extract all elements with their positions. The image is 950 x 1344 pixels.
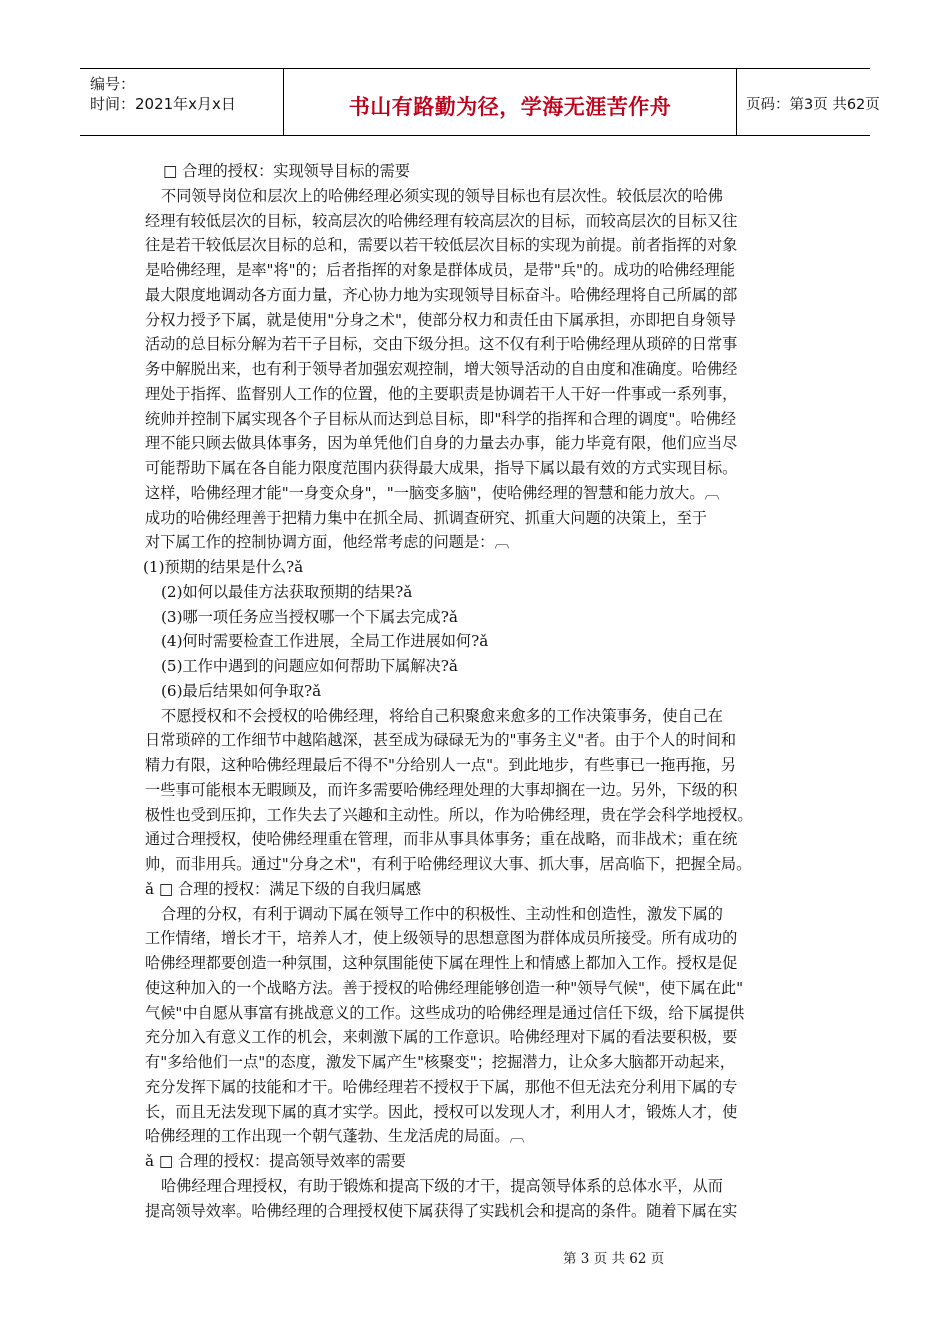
body-line: (1)预期的结果是什么?ǎ [143, 558, 304, 576]
body-line: 有"多给他们一点"的态度，激发下属产生"核聚变"；挖掘潜力，让众多大脑都开动起来， [145, 1053, 735, 1071]
body-line: 哈佛经理都要创造一种氛围，这种氛围能使下属在理性上和情感上都加入工作。授权是促 [145, 954, 738, 972]
body-line: 使这种加入的一个战略方法。善于授权的哈佛经理能够创造一种"领导气候"，使下属在此" [145, 978, 744, 997]
body-line: (3)哪一项任务应当授权哪一个下属去完成?ǎ [161, 607, 458, 626]
body-line: 帅，而非用兵。通过"分身之术"，有利于哈佛经理议大事、抓大事，居高临下，把握全局。 [145, 855, 752, 873]
body-line: 不同领导岗位和层次上的哈佛经理必须实现的领导目标也有层次性。较低层次的哈佛 [161, 186, 723, 205]
body-line: 统帅并控制下属实现各个子目标从而达到总目标，即"科学的指挥和合理的调度"。哈佛经 [145, 409, 737, 428]
body-line: 充分发挥下属的技能和才干。哈佛经理若不授权于下属，那他不但无法充分利用下属的专 [145, 1077, 738, 1096]
body-line: 可能帮助下属在各自能力限度范围内获得最大成果，指导下属以最有效的方式实现目标。 [145, 459, 738, 477]
body-line: 分权力授予下属，就是使用"分身之术"，使部分权力和责任由下属承担，亦即把自身领导 [145, 310, 737, 329]
body-line: (5)工作中遇到的问题应如何帮助下属解决?ǎ [161, 657, 458, 675]
body-line: 充分加入有意义工作的机会，来刺激下属的工作意识。哈佛经理对下属的看法要积极，要 [145, 1028, 738, 1047]
header-left-cell [80, 69, 283, 135]
body-line: 务中解脱出来，也有利于领导者加强宏观控制，增大领导活动的自由度和准确度。哈佛经 [145, 360, 738, 378]
body-line: 是哈佛经理，是率"将"的；后者指挥的对象是群体成员，是带"兵"的。成功的哈佛经理能 [145, 261, 735, 279]
header-page-info: 页码：第3页 共62页 [746, 97, 880, 113]
body-line: ǎ □ 合理的授权：提高领导效率的需要 [145, 1152, 406, 1170]
body-line: 理不能只顾去做具体事务，因为单凭他们自身的力量去办事，能力毕竟有限，他们应当尽 [145, 434, 738, 453]
body-line: 活动的总目标分解为若干子目标，交由下级分担。这不仅有利于哈佛经理从琐碎的日常事 [145, 335, 738, 354]
body-line: 不愿授权和不会授权的哈佛经理，将给自己积聚愈来愈多的工作决策事务，使自己在 [161, 706, 723, 725]
body-line: (6)最后结果如何争取?ǎ [161, 681, 322, 700]
body-line: 这样，哈佛经理才能"一身变众身"，"一脑变多脑"，使哈佛经理的智慧和能力放大。︹ [145, 483, 720, 502]
header-page-cell [736, 69, 880, 135]
body-line: □ 合理的授权：实现领导目标的需要 [163, 162, 410, 180]
body-line: 日常琐碎的工作细节中越陷越深，甚至成为碌碌无为的"事务主义"者。由于个人的时间和 [145, 731, 737, 750]
body-line: 理处于指挥、监督别人工作的位置，他的主要职责是协调若干人干好一件事或一系列事， [145, 384, 738, 403]
document-body [145, 159, 805, 1223]
body-line: (2)如何以最佳方法获取预期的结果?ǎ [161, 582, 413, 601]
document-header [80, 68, 880, 136]
body-line: 哈佛经理合理授权，有助于锻炼和提高下级的才干，提高领导体系的总体水平，从而 [161, 1176, 723, 1195]
body-line: 对下属工作的控制协调方面，他经常考虑的问题是：︹ [145, 533, 510, 552]
body-line: (4)何时需要检查工作进展，全局工作进展如何?ǎ [161, 632, 489, 651]
body-line: 哈佛经理的工作出现一个朝气蓬勃、生龙活虎的局面。︹ [145, 1127, 525, 1146]
body-line: 提高领导效率。哈佛经理的合理授权使下属获得了实践机会和提高的条件。随着下属在实 [145, 1201, 738, 1220]
body-line: 成功的哈佛经理善于把精力集中在抓全局、抓调查研究、抓重大问题的决策上，至于 [145, 508, 707, 527]
body-line: 长，而且无法发现下属的真才实学。因此，授权可以发现人才，利用人才，锻炼人才，使 [145, 1102, 738, 1121]
document-number-label: 编号： [90, 75, 136, 93]
body-line: 最大限度地调动各方面力量，齐心协力地为实现领导目标奋斗。哈佛经理将自己所属的部 [145, 285, 738, 304]
body-line: 经理有较低层次的目标，较高层次的哈佛经理有较高层次的目标，而较高层次的目标又往 [145, 211, 738, 230]
document-date-label: 时间：2021年x月x日 [90, 95, 236, 113]
header-motto-cell [283, 69, 737, 135]
body-line: 往是若干较低层次目标的总和，需要以若干较低层次目标的实现为前提。前者指挥的对象 [145, 236, 738, 255]
body-line: 一些事可能根本无暇顾及，而许多需要哈佛经理处理的大事却搁在一边。另外，下级的积 [145, 780, 738, 799]
page-footer: 第 3 页 共 62 页 [563, 1251, 665, 1267]
header-motto: 书山有路勤为径，学海无涯苦作舟 [348, 95, 672, 119]
body-line: 精力有限，这种哈佛经理最后不得不"分给别人一点"。到此地步，有些事已一拖再拖，另 [145, 756, 737, 774]
body-line: 工作情绪，增长才干，培养人才，使上级领导的思想意图为群体成员所接受。所有成功的 [145, 929, 738, 948]
body-line: 极性也受到压抑，工作失去了兴趣和主动性。所以，作为哈佛经理，贵在学会科学地授权。 [145, 805, 753, 824]
body-line: 通过合理授权，使哈佛经理重在管理，而非从事具体事务；重在战略，而非战术；重在统 [145, 830, 738, 849]
body-line: ǎ □ 合理的授权：满足下级的自我归属感 [145, 879, 422, 898]
body-line: 合理的分权，有利于调动下属在领导工作中的积极性、主动性和创造性，激发下属的 [161, 904, 723, 923]
body-line: 气候"中自愿从事富有挑战意义的工作。这些成功的哈佛经理是通过信任下级，给下属提供 [145, 1003, 745, 1022]
